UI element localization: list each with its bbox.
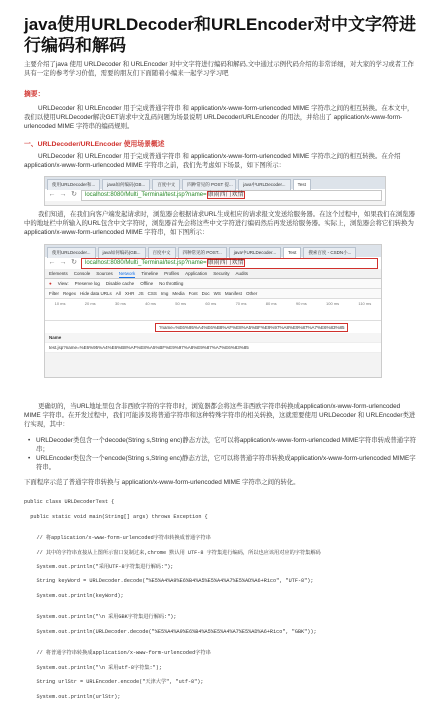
url-text: localhost:8080/Multi_Terminal/test.jsp?name= (85, 259, 207, 266)
forward-icon: → (59, 259, 67, 266)
timeline-tick: 60 ms (205, 301, 217, 306)
filter-item: Other (245, 291, 258, 296)
abstract-label-text: 摘要： (24, 91, 45, 98)
network-toolbar (45, 279, 381, 289)
timeline-tick: 70 ms (235, 301, 247, 306)
paragraph-3: 更确切的，当URL地址里包含非西欧字符的字符串时，浏览器都会将这些非西欧字符串转换成application/x-www-form-urlencoded MIME 字符串。在开发过程中，我们可能涉及将普通字符串和这种特殊字符串的相关转换，这就需要使用 URLDecoder 和 URLEncoder类进行实现，其中： (24, 403, 416, 428)
back-icon: ← (48, 191, 56, 198)
devtools-tab: Application (185, 271, 208, 276)
code-line: System.out.println("采用UTF-8字符集进行解码:"); (24, 564, 174, 571)
code-line: String keyWord = URLDecoder.decode("%E5%A4%A9%E6%B4%A5%E5%A4%A7%E5%AD%A6+Rico", "UTF-8"); (24, 578, 314, 585)
record-icon: ● (49, 281, 52, 286)
highlight-box: ?name=%E6%95%A4%E6%B8%AF%E8%A5%BF%E9%97%A8%E9%87%A7%E6%83%85 (155, 323, 348, 332)
filter-item: Regex (63, 291, 77, 296)
browser-tab: 百度中文 (152, 179, 180, 190)
url-box (81, 190, 382, 201)
browser-tab: 使用URLDecoder和... (47, 179, 100, 190)
devtools-tab: Profiles (164, 271, 180, 276)
code-line: public class URLDecoderTest { (24, 499, 115, 506)
timeline-tick: 30 ms (114, 301, 126, 306)
code-line: System.out.println("\n 采用GBK字符集进行解码:"); (24, 614, 177, 621)
timeline-tick: 50 ms (175, 301, 187, 306)
browser-tab: java如何编码(GB... (98, 247, 146, 258)
browser-tabbar (45, 177, 385, 189)
browser-tab: 四种常见的 POST 提... (182, 179, 236, 190)
code-line: // 其中的字符串直接从上图所示窗口复制过来,chrome 默认用 UTF-8 字符集进行编码，所以也应该用对应的字符集解码 (24, 549, 321, 556)
browser-tab: 百度中文 (148, 247, 176, 258)
browser-tab-active: Test (293, 179, 311, 190)
timeline-tick: 90 ms (295, 301, 307, 306)
filter-item: Media (172, 291, 185, 296)
filter-item: WS (213, 291, 221, 296)
filter-item: All (115, 291, 121, 296)
timeline-tick: 20 ms (84, 301, 96, 306)
page-title: java使用URLDecoder和URLEncoder对中文字符进行编码和解码 (24, 15, 417, 55)
url-param-highlight: 康雨西门欢情 (207, 191, 244, 198)
timeline-tick: 110 ms (358, 301, 372, 306)
url-param-highlight: 康雨西门欢情 (207, 259, 244, 266)
timeline-tick: 40 ms (145, 301, 156, 306)
code-line: // 将普通字符串转换成application/x-www-form-urlencoded字符串 (24, 650, 211, 657)
browser-tab: java中URLDecoder... (238, 179, 290, 190)
url-box (81, 258, 378, 269)
devtools-tabs (45, 269, 381, 279)
browser-tab: 搜索百度 - CSDN小... (303, 247, 356, 258)
filter-item: Font (188, 291, 198, 296)
toolbar-item: Disable cache (105, 281, 135, 286)
code-line: System.out.println(URLDecoder.decode("%E5%A4%A9%E6%B4%A5%E5%A4%A7%E5%AD%A6+Rico", "GBK")); (24, 628, 317, 635)
browser-tab: 使用URLDecoder... (47, 247, 96, 258)
reload-icon: ↻ (71, 259, 77, 266)
code-line: String urlStr = URLEncoder.encode("天津大学", "utf-8"); (24, 679, 204, 686)
bullet-item: • URLEncoder类包含一个encode(String s,String enc)静态方法，它可以将普通字符串转换成application/x-www-form-urlencoded MIME字符串。 (36, 454, 416, 472)
browser-tab: 四种常见的 POST... (178, 247, 227, 258)
code-block (24, 492, 424, 715)
highlight-callout (45, 321, 381, 333)
timeline-tick: 100 ms (326, 301, 340, 306)
address-bar (45, 257, 381, 269)
filter-item: JS (138, 291, 144, 296)
browser-tabbar (45, 245, 381, 257)
toolbar-item: Offline (140, 281, 154, 286)
devtools-tab: Sources (96, 271, 113, 276)
abstract-label (24, 90, 418, 99)
devtools-tab: Elements (49, 271, 68, 276)
toolbar-item: No throttling (159, 281, 184, 286)
toolbar-item: Preserve log (74, 281, 100, 286)
filter-item: Img (160, 291, 169, 296)
filter-item: Filter (49, 291, 59, 296)
browser-tab-active: Test (283, 247, 301, 258)
filter-item: Manifest (224, 291, 242, 296)
address-bar (45, 189, 385, 201)
devtools-tab: Timeline (141, 271, 159, 276)
code-line: System.out.println(keyWord); (24, 592, 124, 599)
filter-item: Hide data URLs (80, 291, 112, 296)
name-column-header: Name (45, 333, 381, 343)
code-line: // 将application/x-www-form-urlencoded字符串转换成普通字符串 (24, 535, 211, 542)
timeline-tick: 80 ms (265, 301, 277, 306)
devtools-tab: Console (73, 271, 91, 276)
url-text: localhost:8080/Multi_Terminal/test.jsp?name= (85, 191, 207, 198)
abstract-paragraph: URLDecoder 和 URLEncoder 用于完成普通字符串 和 application/x-www-form-urlencoded MIME 字符串之间的相互转换。在本文中，我们以使用URLDecoder解决GET请求中文乱码问题为场景说明 URLDecoder/URLEncoder 的用法，并给出了 application/x-www-form-urlencoded MIME 字符串的编码规则。 (24, 105, 414, 130)
filter-item: Doc (201, 291, 210, 296)
paragraph-2: 我们知道，在我们向客户端发起请求时，浏览器会根据请求URL生成相应的请求报文发送给服务器。在这个过程中，如果我们在浏览器中的地址栏中所输入的URL包含中文字符时，浏览器首先会将这些中文字符进行编码然后再发送给服务器。实际上，浏览器会将它们转换为 application/x-www-form-urlencoded MIME 字符串，如下图所示： (24, 211, 416, 236)
devtools-tab: Security (213, 271, 230, 276)
devtools-tab: Audits (235, 271, 248, 276)
section1-paragraph: URLDecoder 和 URLEncoder 用于完成普通字符串 和 application/x-www-form-urlencoded MIME 字符串之间的相互转换。在介绍 application/x-www-form-urlencoded MIME 字符串之前，我们先考虑如下场景，如下图所示： (24, 153, 401, 169)
section1-heading: 一、URLDecoder/URLEncoder 使用场景概述 (24, 141, 165, 148)
devtools-tab-active: Network (118, 271, 136, 276)
intro-paragraph: 主要介绍了java 使用 URLDecoder 和 URLEncoder 对中文字符进行编码和解码,文中通过示例代码介绍的非常详细，对大家的学习或者工作具有一定的参考学习价值，需要的朋友们下面随着小编来一起学习学习吧 (24, 61, 414, 77)
toolbar-item: View: (57, 281, 69, 286)
request-row (45, 343, 381, 353)
browser-tab: java如何编码(GB... (102, 179, 150, 190)
code-line: System.out.println(urlStr); (24, 693, 121, 700)
filter-bar (45, 289, 381, 299)
timeline-tick: 10 ms (54, 301, 66, 306)
browser-screenshot-2 (44, 244, 382, 378)
forward-icon: → (59, 191, 67, 198)
code-line: public static void main(String[] args) throws Exception { (24, 513, 208, 520)
filter-item: XHR (124, 291, 135, 296)
browser-tab: java中URLDecoder... (229, 247, 281, 258)
paragraph-4: 下面程序示范了普通字符串转换与 application/x-www-form-urlencoded MIME 字符串之间的转化。 (24, 479, 300, 486)
browser-screenshot-1 (44, 176, 386, 206)
code-line: System.out.println("\n 采用utf-8字符集:"); (24, 664, 163, 671)
filter-item: CSS (147, 291, 157, 296)
back-icon: ← (48, 259, 56, 266)
reload-icon: ↻ (71, 191, 77, 198)
bullet-item: • URLDecoder类包含一个decode(String s,String enc)静态方法，它可以将application/x-www-form-urlencoded MIME字符串转成普通字符串； (36, 436, 416, 454)
network-timeline (45, 299, 381, 321)
request-name: test.jsp?name=%E6%95%A4%E6%B8%AF%E8%A5%BF%E9%97%A8%E9%87%A7%E6%83%85 (49, 345, 249, 350)
